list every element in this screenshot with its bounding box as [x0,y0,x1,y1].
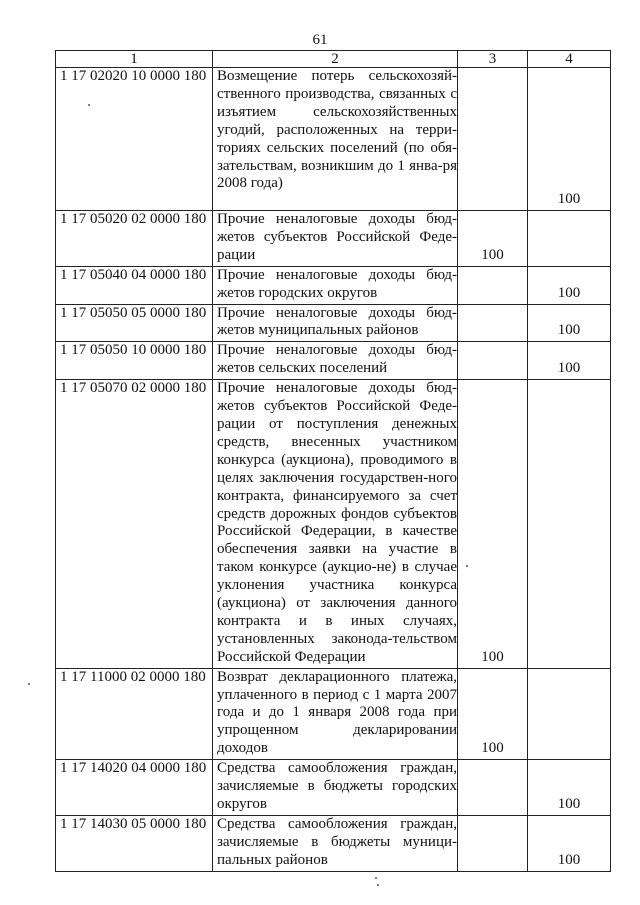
table-row [56,342,611,380]
row-description: Средства самообложения граждан, зачисляемые в бюджеты городских округов [213,760,458,816]
page-number: 61 [312,32,328,48]
row-code: 1 17 05040 04 0000 180 [56,266,213,304]
scan-speck [466,565,468,567]
row-code: 1 17 05050 10 0000 180 [56,342,213,380]
row-col3-value [458,815,528,871]
table-row [56,68,611,211]
row-col3-value: 100 [458,380,528,669]
row-col4-value [528,211,611,267]
table-row [56,380,611,669]
row-description: Возврат декларационного платежа, уплаченного в период с 1 марта 2007 года и до 1 января 2008 года при упрощенном декларировании доходов [213,668,458,760]
row-col4-value: 100 [528,815,611,871]
row-col3-value [458,68,528,211]
budget-codes-table [55,50,611,872]
row-description: Прочие неналоговые доходы бюд-жетов субъектов Российской Феде-рации от поступления денежных средств, внесенных участником конкурса (аукциона), проводимого в целях заключения государствен-ного контракта, финансируемого за счет средств дорожных фондов субъектов Российской Федерации, в качестве обеспечения заявки на участие в таком конкурсе (аукцио-не) в случае уклонения участника конкурса (аукциона) от заключения данного контракта и в иных случаях, установленных законода-тельством Российской Федерации [213,380,458,669]
row-code: 1 17 14030 05 0000 180 [56,815,213,871]
row-code: 1 17 05070 02 0000 180 [56,380,213,669]
row-col3-value: 100 [458,211,528,267]
row-col3-value [458,342,528,380]
row-col3-value [458,760,528,816]
row-col3-value [458,266,528,304]
table-header-row [56,51,611,68]
table-row [56,760,611,816]
scan-speck [375,877,377,879]
row-description: Прочие неналоговые доходы бюд-жетов сельских поселений [213,342,458,380]
row-col4-value: 100 [528,304,611,342]
row-code: 1 17 05020 02 0000 180 [56,211,213,267]
row-description: Возмещение потерь сельскохозяй-ственного производства, связанных с изъятием сельскохозяйственных угодий, расположенных на терри-ториях сельских поселений (по обя-зательствам, возникшим до 1 янва-ря 2008 года) [213,68,458,211]
scan-speck [88,104,90,106]
row-col4-value: 100 [528,342,611,380]
row-col4-value [528,668,611,760]
row-col4-value: 100 [528,760,611,816]
scan-speck [377,884,379,886]
column-header-2: 2 [213,51,458,68]
row-code: 1 17 05050 05 0000 180 [56,304,213,342]
row-col4-value [528,380,611,669]
table-row [56,266,611,304]
row-description: Средства самообложения граждан, зачисляемые в бюджеты муници-пальных районов [213,815,458,871]
row-col4-value: 100 [528,68,611,211]
row-col3-value [458,304,528,342]
table-row [56,211,611,267]
table-row [56,668,611,760]
row-code: 1 17 11000 02 0000 180 [56,668,213,760]
row-description: Прочие неналоговые доходы бюд-жетов субъектов Российской Феде-рации [213,211,458,267]
scan-speck [28,683,30,685]
table-row [56,304,611,342]
row-code: 1 17 02020 10 0000 180 [56,68,213,211]
row-col4-value: 100 [528,266,611,304]
column-header-3: 3 [458,51,528,68]
row-col3-value: 100 [458,668,528,760]
column-header-1: 1 [56,51,213,68]
table-row [56,815,611,871]
column-header-4: 4 [528,51,611,68]
row-description: Прочие неналоговые доходы бюд-жетов городских округов [213,266,458,304]
row-code: 1 17 14020 04 0000 180 [56,760,213,816]
row-description: Прочие неналоговые доходы бюд-жетов муниципальных районов [213,304,458,342]
